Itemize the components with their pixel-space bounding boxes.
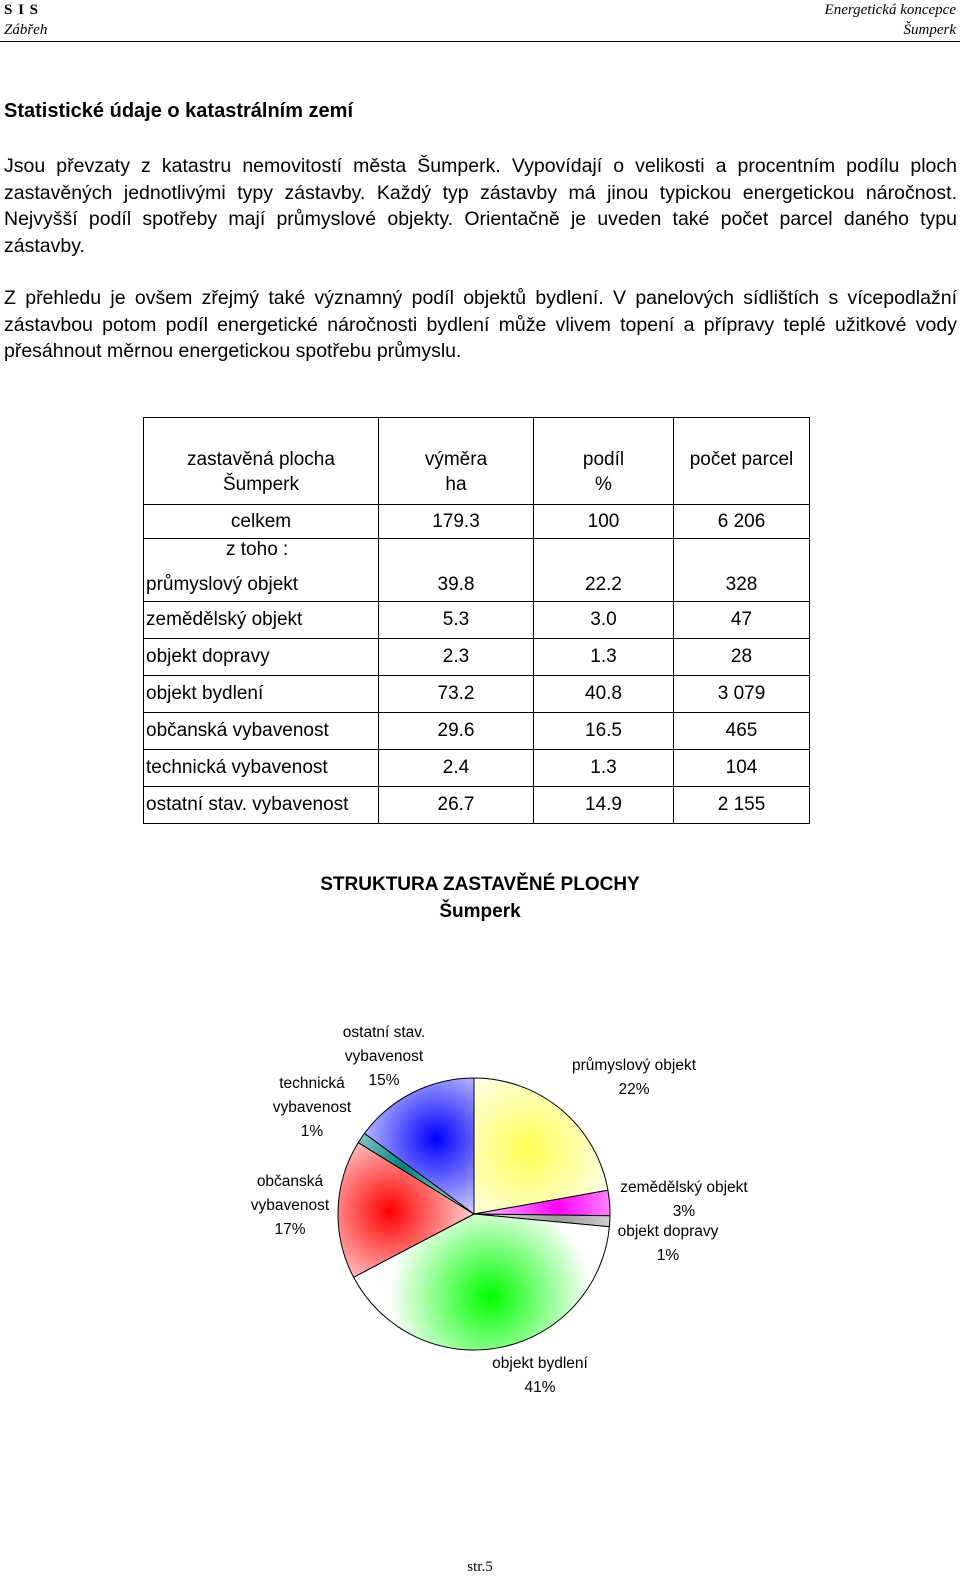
row-area: 2.3 [379,639,534,676]
row-parcels: 28 [674,639,810,676]
row-label: objekt dopravy [144,639,379,676]
header-location: Zábřeh [4,22,48,38]
table-header-units-row [144,474,810,505]
subheader-of-which: z toho : [144,539,379,562]
total-label: celkem [144,505,379,539]
row-share: 3.0 [534,602,674,639]
table-row [144,639,810,676]
table-row [144,750,810,787]
row-label: průmyslový objekt [144,562,379,602]
column-header-area-type: zastavěná plocha [144,418,379,474]
header-town: Šumperk [903,22,956,38]
paragraph-housing: Z přehledu je ovšem zřejmý také významný podíl objektů bydlení. V panelových sídlištích s vícepodlažní zástavbou potom podíl energetické náročnosti bydlení může vlivem topení a přípravy teplé užitkové vody přesáhnout měrnou energetickou spotřebu průmyslu. [4,287,957,362]
section-title: Statistické údaje o katastrálním zemí [4,100,354,122]
header-document-title: Energetická koncepce [824,2,956,18]
table-row [144,676,810,713]
row-area: 39.8 [379,562,534,602]
row-area: 29.6 [379,713,534,750]
row-parcels: 465 [674,713,810,750]
pie-label-6: technická vybavenost 1% [272,1075,352,1140]
row-parcels: 104 [674,750,810,787]
column-unit-ha: ha [379,474,534,505]
column-unit-empty [674,474,810,505]
pie-chart [0,1000,960,1420]
row-area: 73.2 [379,676,534,713]
table-total-row [144,505,810,539]
header-divider [0,41,960,42]
row-share: 16.5 [534,713,674,750]
pie-label-7: ostatní stav. vybavenost 15% [342,1024,426,1089]
row-share: 22.2 [534,562,674,602]
row-share: 40.8 [534,676,674,713]
column-subheader-town: Šumperk [144,474,379,505]
row-label: občanská vybavenost [144,713,379,750]
row-parcels: 2 155 [674,787,810,824]
pie-label-2: zemědělský objekt 3% [620,1179,748,1220]
row-area: 5.3 [379,602,534,639]
row-label: technická vybavenost [144,750,379,787]
pie-label-1: průmyslový objekt 22% [571,1057,697,1098]
column-header-share: podíl [534,418,674,474]
row-share: 14.9 [534,787,674,824]
table-row [144,713,810,750]
page-number: str.5 [467,1559,493,1575]
row-area: 2.4 [379,750,534,787]
column-unit-percent: % [534,474,674,505]
chart-subtitle: Šumperk [439,901,521,922]
statistics-table [143,417,810,824]
paragraph-intro: Jsou převzaty z katastru nemovitostí města Šumperk. Vypovídají o velikosti a procentním podílu ploch zastavěných jednotlivými typy zástavby. Každý typ zástavby má jinou typickou energetickou náročnost. Nejvyšší podíl spotřeby mají průmyslové objekty. Orientačně je uveden také počet parcel daného typu zástavby. [4,155,957,257]
pie-label-3: objekt dopravy 1% [617,1223,719,1264]
chart-title: STRUKTURA ZASTAVĚNÉ PLOCHY [320,874,640,895]
row-parcels: 3 079 [674,676,810,713]
table-row [144,562,810,602]
row-share: 1.3 [534,639,674,676]
column-header-area: výměra [379,418,534,474]
header-right [825,0,956,40]
table-row [144,602,810,639]
row-area: 26.7 [379,787,534,824]
row-label: objekt bydlení [144,676,379,713]
row-label: ostatní stav. vybavenost [144,787,379,824]
row-parcels: 47 [674,602,810,639]
row-parcels: 328 [674,562,810,602]
table-subheader-row [144,539,810,562]
total-area: 179.3 [379,505,534,539]
row-label: zemědělský objekt [144,602,379,639]
header-organization: S I S [4,2,40,18]
column-header-parcel-count: počet parcel [674,418,810,474]
table-row [144,787,810,824]
total-share: 100 [534,505,674,539]
pie-label-5: občanská vybavenost 17% [250,1173,330,1238]
pie-label-4: objekt bydlení 41% [492,1355,588,1396]
table-header-row [144,418,810,474]
header-left [4,0,47,40]
total-parcels: 6 206 [674,505,810,539]
row-share: 1.3 [534,750,674,787]
